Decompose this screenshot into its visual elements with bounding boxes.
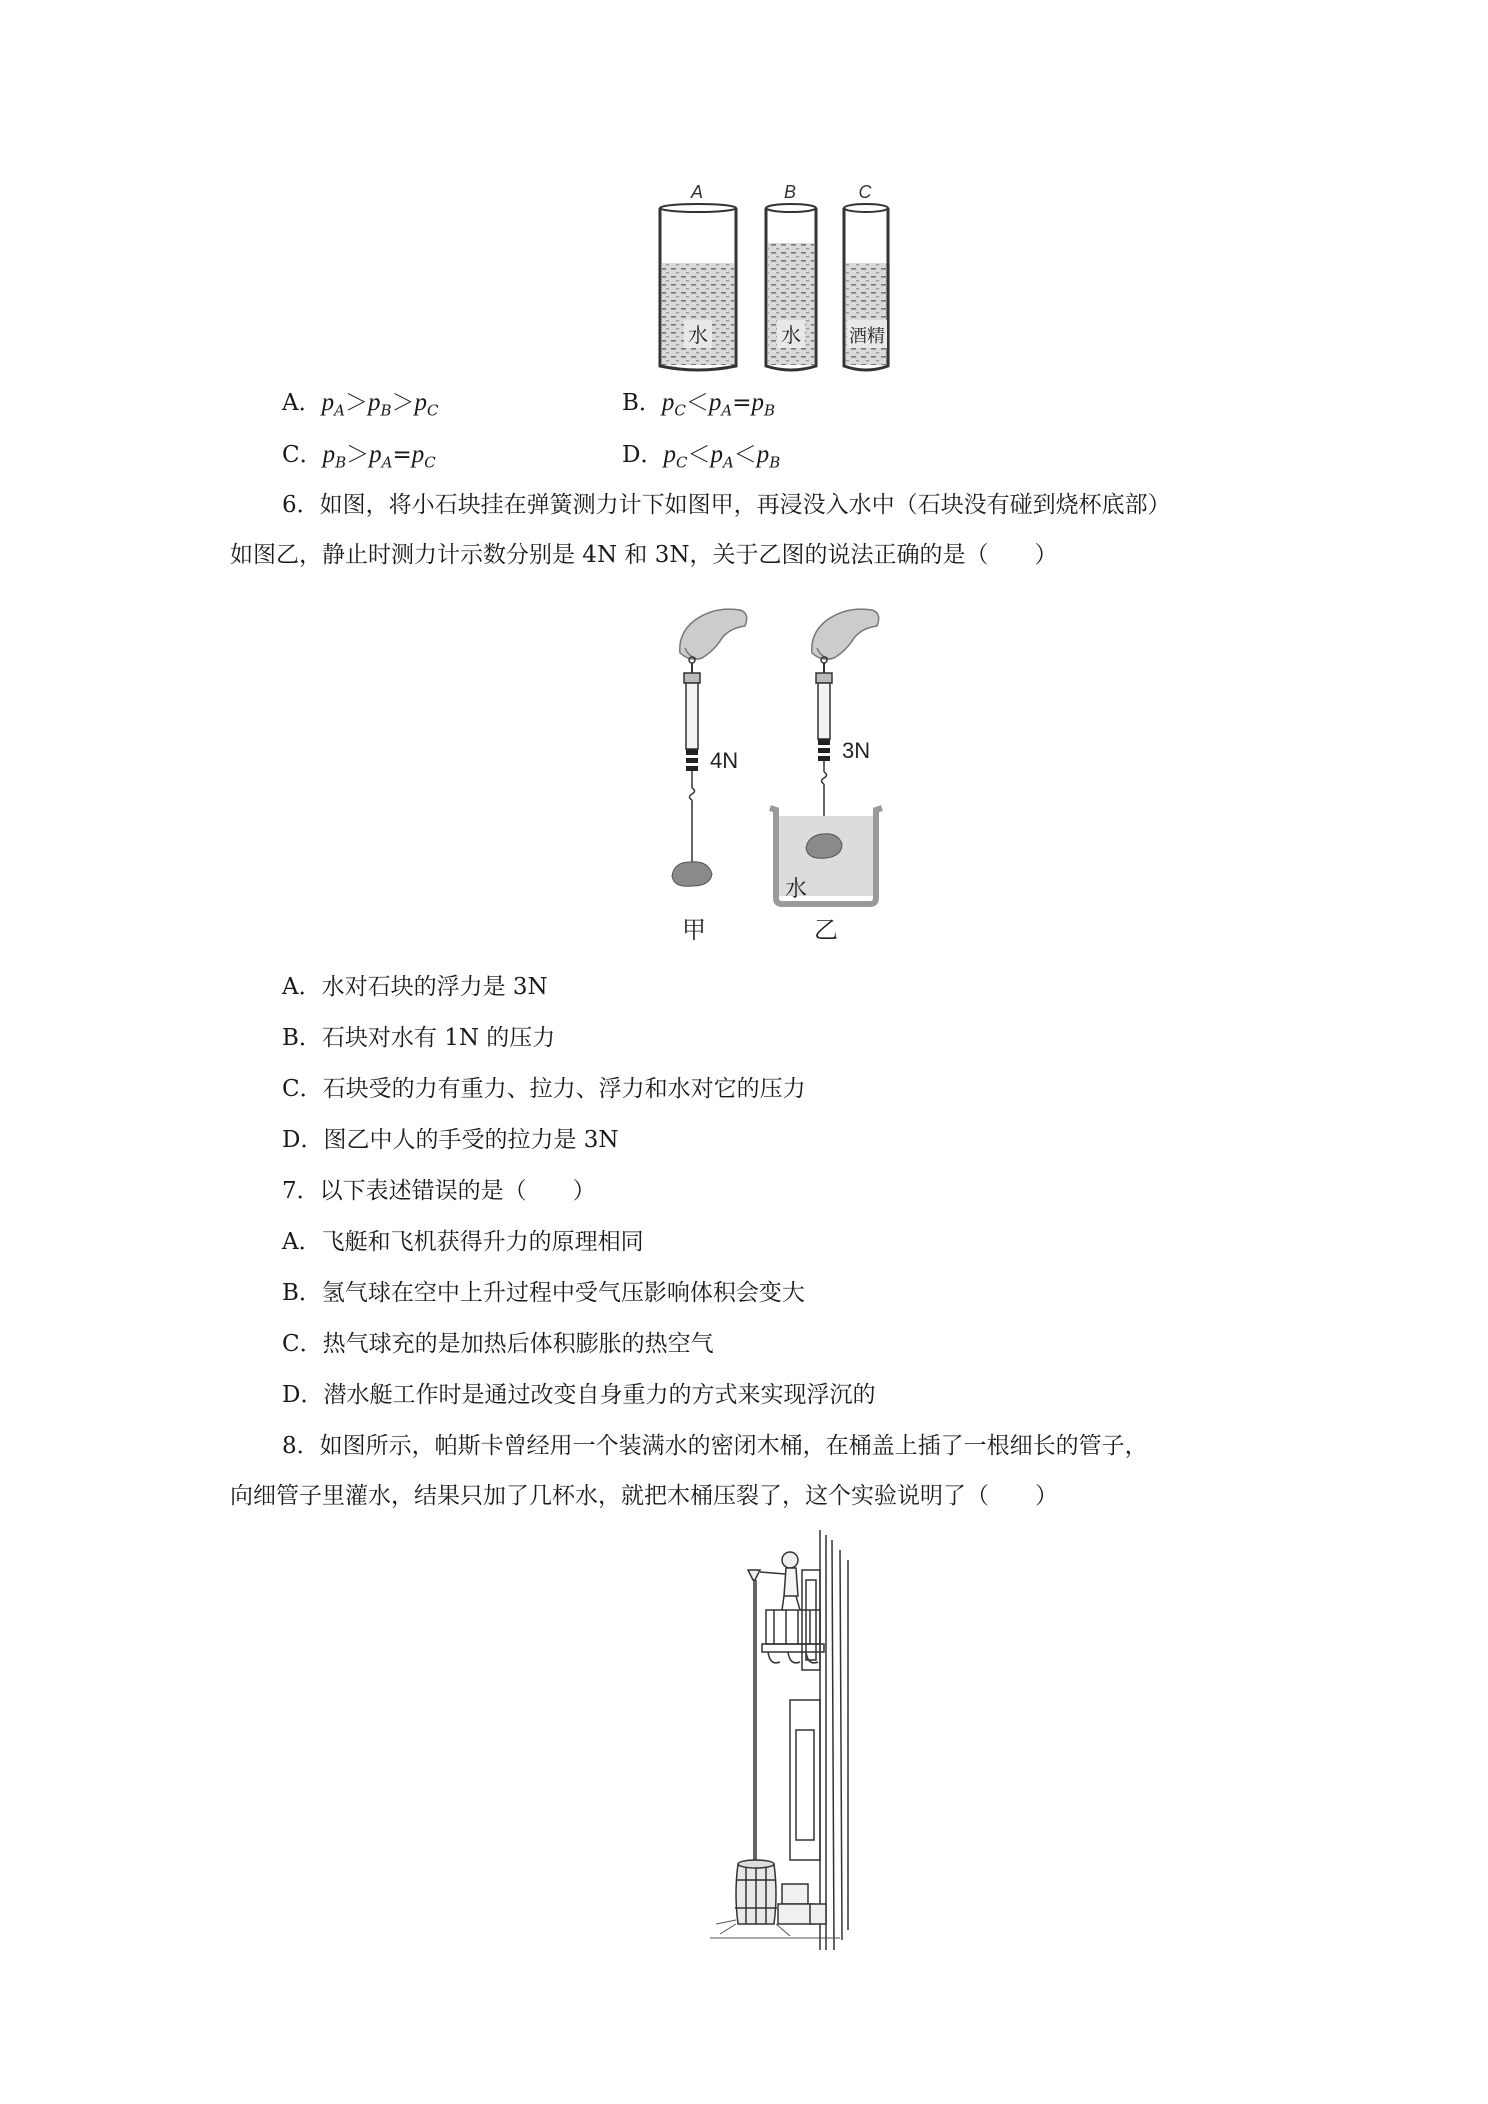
cylinders-figure <box>650 178 890 374</box>
reading-yi: 3N <box>842 738 871 763</box>
q6-stem-line-1: 6．如图，将小石块挂在弹簧测力计下如图甲，再浸没入水中（石块没有碰到烧杯底部） <box>282 492 1171 518</box>
q7-option-d: D．潜水艇工作时是通过改变自身重力的方式来实现浮沉的 <box>282 1382 876 1408</box>
q5-option-d: D．$p_C<p_A<p_B$ <box>622 441 781 472</box>
q5-option-a: A．$p_A>p_B>p_C$ <box>282 389 439 420</box>
caption-yi: 乙 <box>814 916 838 944</box>
pascal-barrel-figure <box>690 1530 850 1960</box>
door <box>790 1700 820 1860</box>
cylinder-a <box>660 204 736 370</box>
caption-jia: 甲 <box>682 916 706 944</box>
cylinder-label-a: A <box>690 182 704 202</box>
q8-stem-line-2: 向细管子里灌水，结果只加了几杯水，就把木桶压裂了，这个实验说明了（ ） <box>230 1483 1058 1509</box>
reading-jia: 4N <box>710 748 739 773</box>
liquid-label-b: 水 <box>781 323 801 347</box>
spring-scale-figure <box>660 598 910 950</box>
hand-yi-icon <box>812 609 879 659</box>
person-icon <box>760 1552 800 1610</box>
building-wall <box>802 1530 848 1950</box>
cylinder-label-b: B <box>783 182 797 202</box>
spring-scale-yi <box>816 657 832 842</box>
q7-option-a: A．飞艇和飞机获得升力的原理相同 <box>282 1229 644 1255</box>
q7-stem: 7．以下表述错误的是（ ） <box>282 1178 596 1204</box>
funnel-and-tube <box>748 1570 760 1864</box>
boxes <box>778 1884 826 1924</box>
q6-option-a: A．水对石块的浮力是 3N <box>282 974 548 1000</box>
barrel-icon <box>735 1860 777 1924</box>
q5-option-b: B．$p_C<p_A=p_B$ <box>622 389 776 420</box>
q5-option-c: C．$p_B>p_A=p_C$ <box>282 441 436 472</box>
q6-option-c: C．石块受的力有重力、拉力、浮力和水对它的压力 <box>282 1076 806 1102</box>
liquid-label-a: 水 <box>688 323 708 347</box>
cylinder-b <box>766 204 816 370</box>
cylinder-label-c: C <box>858 182 872 202</box>
q6-option-b: B．石块对水有 1N 的压力 <box>282 1025 556 1051</box>
q7-option-b: B．氢气球在空中上升过程中受气压影响体积会变大 <box>282 1280 805 1306</box>
spring-scale-jia <box>672 657 712 886</box>
q8-stem-line-1: 8．如图所示，帕斯卡曾经用一个装满水的密闭木桶，在桶盖上插了一根细长的管子， <box>282 1433 1148 1459</box>
hand-jia-icon <box>680 609 747 659</box>
balcony <box>762 1610 824 1663</box>
liquid-label-c: 酒精 <box>849 326 885 347</box>
q6-stem-line-2: 如图乙，静止时测力计示数分别是 4N 和 3N，关于乙图的说法正确的是（ ） <box>230 542 1058 568</box>
water-label: 水 <box>784 877 808 902</box>
beaker <box>770 808 882 904</box>
q6-option-d: D．图乙中人的手受的拉力是 3N <box>282 1127 619 1153</box>
cylinder-c <box>844 204 890 370</box>
q7-option-c: C．热气球充的是加热后体积膨胀的热空气 <box>282 1331 714 1357</box>
